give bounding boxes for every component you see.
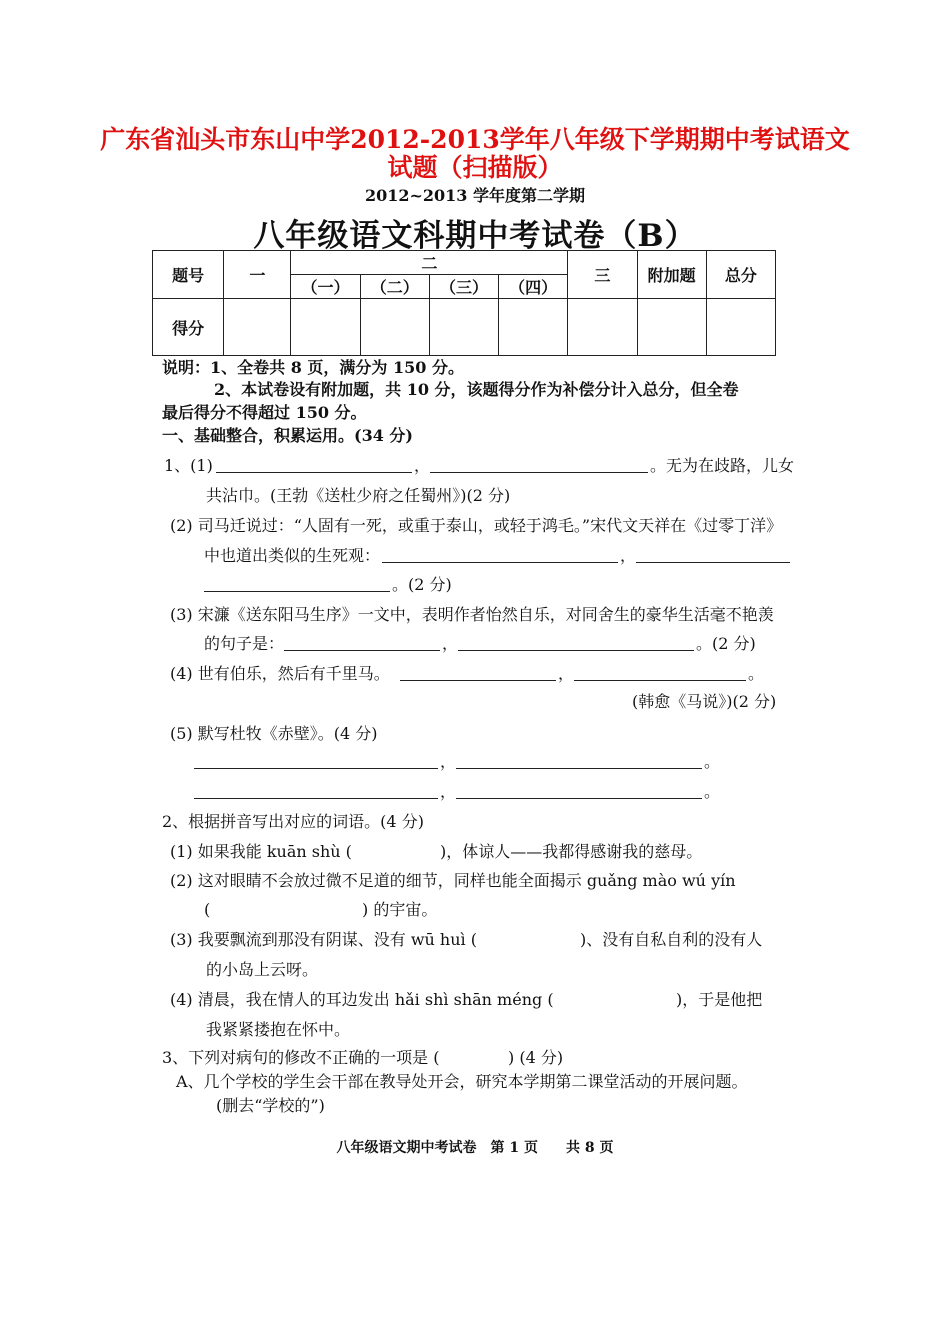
q1-5-comma: ， (440, 782, 457, 801)
answer-blank (400, 680, 556, 681)
q1-5-end: 。 (704, 782, 721, 801)
q2-part4-line2: 我紧紧搂抱在怀中。 (206, 1020, 351, 1039)
q3-heading: 3、下列对病句的修改不正确的一项是 ( (162, 1048, 440, 1067)
q1-3-comma: ， (442, 634, 459, 653)
answer-blank (430, 472, 648, 473)
answer-blank (636, 562, 790, 563)
score-table-sub-1: （一） (291, 275, 360, 299)
score-cell (637, 299, 706, 356)
q1-1-prefix: 1、(1) (164, 456, 213, 475)
note-2: 2、本试卷设有附加题，共 10 分，该题得分作为补偿分计入总分，但全卷 (214, 380, 739, 399)
q2-part2-line1: (2) 这对眼睛不会放过微不足道的细节，同样也能全面揭示 guǎng mào wú yín (170, 871, 736, 890)
q2-part2-tail: ) 的宇宙。 (362, 900, 438, 919)
answer-blank (574, 680, 746, 681)
q1-4-source: (韩愈《马说》)(2 分) (632, 692, 777, 711)
term-subtitle: 2012~2013 学年度第二学期 (364, 186, 586, 205)
score-table-sub-2: （二） (360, 275, 429, 299)
q1-3-tail: 。(2 分) (696, 634, 756, 653)
q1-3-line2: 的句子是： (204, 634, 285, 653)
q2-part4-tail: )，于是他把 (676, 990, 763, 1009)
q3-option-a-line1: A、几个学校的学生会干部在教导处开会，研究本学期第二课堂活动的开展问题。 (176, 1072, 748, 1091)
score-table (152, 250, 776, 356)
document-title-line1: 广东省汕头市东山中学2012-2013学年八年级下学期期中考试语文 (100, 125, 850, 154)
q1-4-comma: ， (558, 664, 575, 683)
score-cell (429, 299, 498, 356)
answer-blank (456, 798, 702, 799)
score-table-sub-4: （四） (499, 275, 568, 299)
q1-5-line1: (5) 默写杜牧《赤壁》。(4 分) (170, 724, 378, 743)
q3-option-a-line2: (删去“学校的”) (216, 1096, 325, 1115)
q1-2-tail: 。(2 分) (392, 575, 452, 594)
q1-1-comma: ， (414, 456, 431, 475)
note-1: 说明：1、全卷共 8 页，满分为 150 分。 (162, 358, 464, 377)
q1-2-comma: ， (620, 546, 637, 565)
q2-heading: 2、根据拼音写出对应的词语。(4 分) (162, 812, 424, 831)
q2-part3-tail: )、没有自私自利的没有人 (580, 930, 763, 949)
score-cell (291, 299, 360, 356)
score-table-col-extra: 附加题 (637, 251, 706, 299)
note-3: 最后得分不得超过 150 分。 (162, 403, 367, 422)
answer-blank (458, 650, 694, 651)
score-table-question-label: 题号 (153, 251, 224, 299)
score-table-score-label: 得分 (153, 299, 224, 356)
q1-1-tail: 。无为在歧路，儿女 (650, 456, 795, 475)
document-title-line2: 试题（扫描版） (387, 153, 563, 182)
answer-blank (204, 591, 390, 592)
score-table-col-2: 二 (291, 251, 568, 275)
q2-part3-line2: 的小岛上云呀。 (206, 960, 319, 979)
answer-blank (216, 472, 412, 473)
q1-5-end: 。 (704, 752, 721, 771)
q1-2-line2: 中也道出类似的生死观： (204, 546, 381, 565)
answer-blank (456, 768, 702, 769)
score-cell (568, 299, 637, 356)
score-table-col-total: 总分 (706, 251, 775, 299)
q3-heading-tail: ) (4 分) (508, 1048, 564, 1067)
score-table-sub-3: （三） (429, 275, 498, 299)
q2-part3: (3) 我要飘流到那没有阴谋、没有 wū huì ( (170, 930, 477, 949)
page-footer: 八年级语文期中考试卷 第 1 页 共 8 页 (336, 1140, 614, 1156)
q1-3-line1: (3) 宋濂《送东阳马生序》一文中，表明作者怡然自乐，对同舍生的豪华生活毫不艳羡 (170, 605, 774, 624)
q2-part1: (1) 如果我能 kuān shù ( (170, 842, 352, 861)
q1-2-line1: (2) 司马迁说过：“人固有一死，或重于泰山，或轻于鸿毛。”宋代文天祥在《过零丁洋》 (170, 516, 783, 535)
score-table-col-3: 三 (568, 251, 637, 299)
answer-blank (382, 562, 618, 563)
q2-part4: (4) 清晨，我在情人的耳边发出 hǎi shì shān méng ( (170, 990, 554, 1009)
q1-4-line1: (4) 世有伯乐，然后有千里马。 (170, 664, 390, 683)
q1-4-end: 。 (748, 664, 765, 683)
answer-blank (194, 768, 438, 769)
score-cell (224, 299, 291, 356)
score-cell (360, 299, 429, 356)
q2-part1-tail: )，体谅人——我都得感谢我的慈母。 (440, 842, 703, 861)
exam-title: 八年级语文科期中考试卷（B） (253, 218, 697, 254)
q1-5-comma: ， (440, 752, 457, 771)
score-cell (499, 299, 568, 356)
score-table-col-1: 一 (224, 251, 291, 299)
answer-blank (284, 650, 440, 651)
q1-1-line2: 共沾巾。(王勃《送杜少府之任蜀州》)(2 分) (206, 486, 511, 505)
score-cell (706, 299, 775, 356)
section-1-heading: 一、基础整合，积累运用。(34 分) (162, 426, 413, 445)
q2-part2-open: ( (204, 900, 211, 919)
answer-blank (194, 798, 438, 799)
